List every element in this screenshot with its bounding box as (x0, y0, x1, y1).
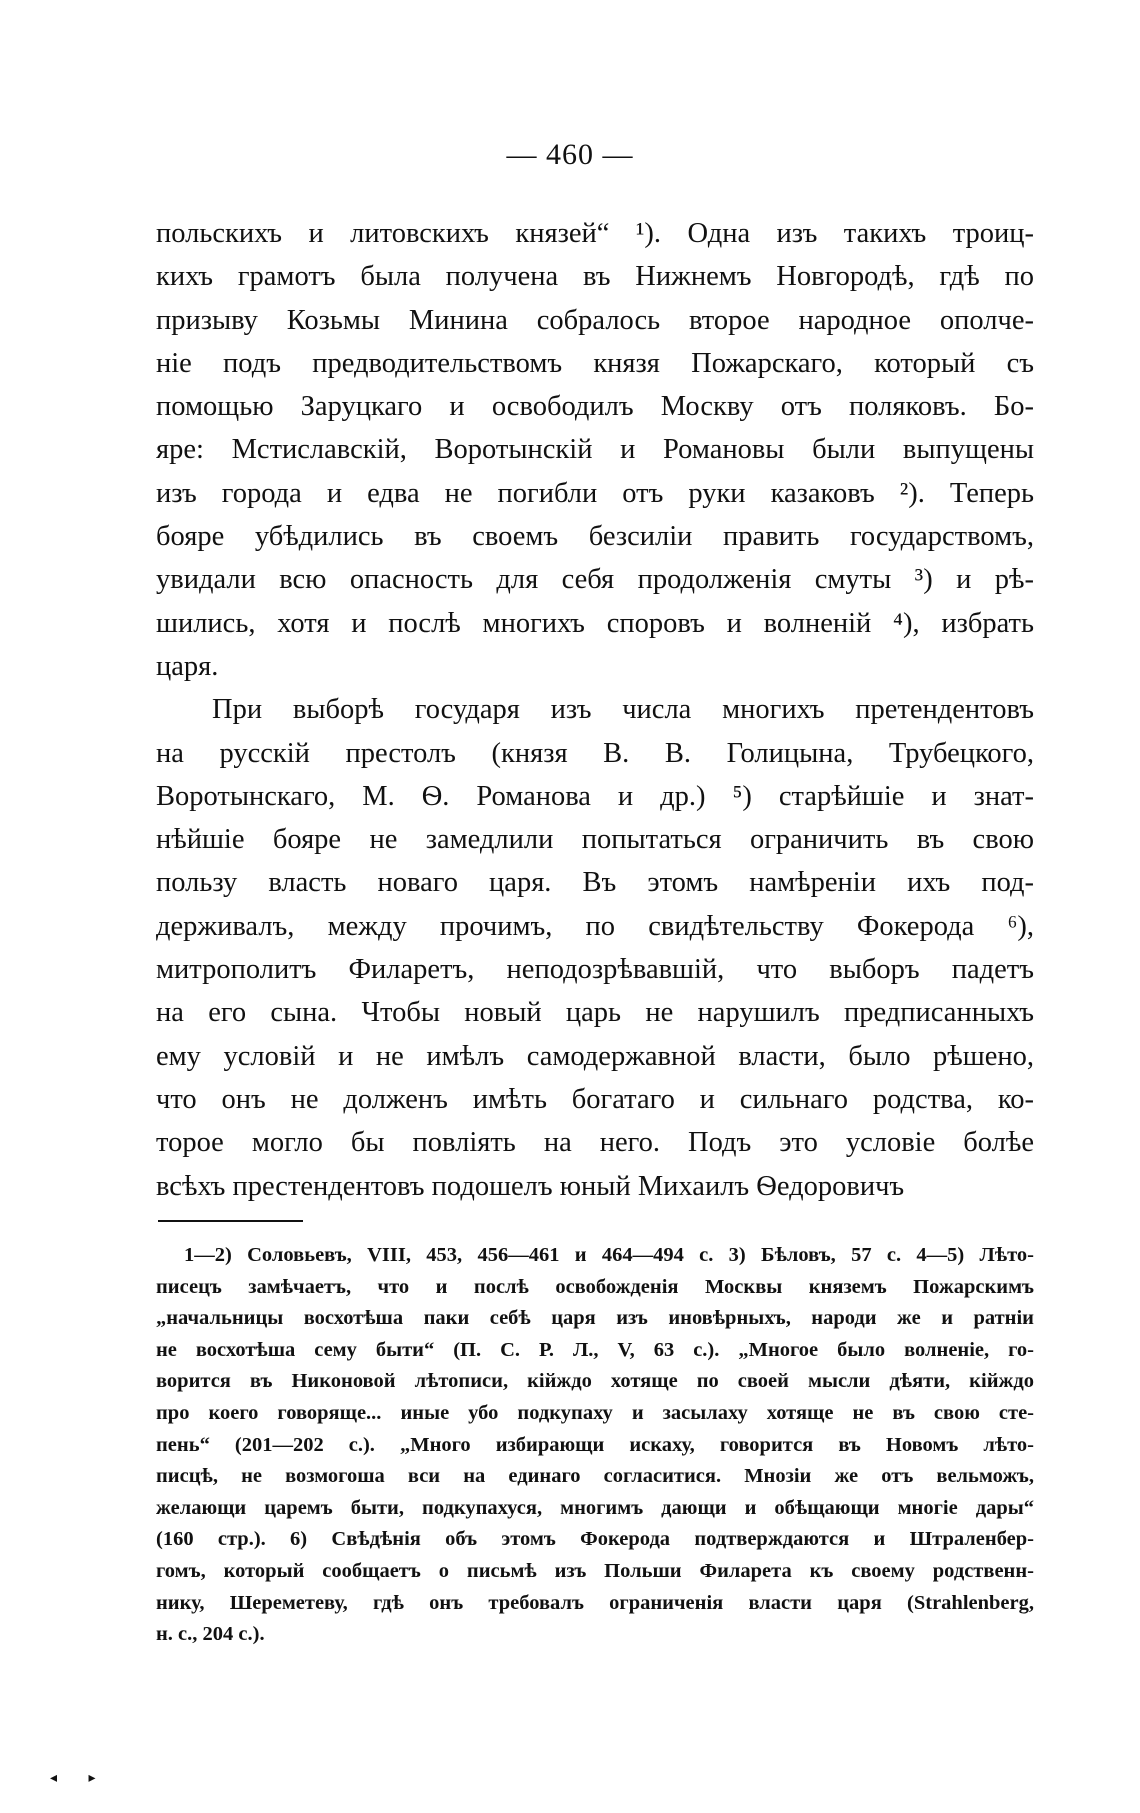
text-line: увидали всю опасность для себя продолженія смуты ³) и рѣ- (156, 564, 1034, 596)
main-text (156, 212, 1034, 1208)
footnote-line: (160 стр.). 6) Свѣдѣнія объ этомъ Фокерода подтверждаются и Штраленбер- (156, 1528, 1034, 1551)
text-line: бояре убѣдились въ своемъ безсиліи править государствомъ, (156, 521, 1034, 553)
text-line: царя. (156, 650, 219, 682)
text-line: пользу власть новаго царя. Въ этомъ намѣреніи ихъ под- (156, 867, 1034, 899)
text-line: яре: Мстиславскій, Воротынскій и Романовы были выпущены (156, 434, 1034, 466)
text-line: торое могло бы повліять на него. Подъ это условіе болѣе (156, 1127, 1034, 1159)
text-line: призыву Козьмы Минина собралось второе народное ополче- (156, 304, 1034, 336)
text-line: всѣхъ престендентовъ подошелъ юный Михаилъ Ѳедоровичъ (156, 1170, 905, 1202)
footnote-line: не восхотѣша сему быти“ (П. С. Р. Л., V, 63 с.). „Многое было волненіе, го- (156, 1338, 1034, 1361)
text-line: держивалъ, между прочимъ, по свидѣтельству Фокерода ⁶), (156, 910, 1034, 942)
text-line: польскихъ и литовскихъ князей“ ¹). Одна изъ такихъ троиц- (156, 218, 1034, 249)
text-line: При выборѣ государя изъ числа многихъ претендентовъ (212, 694, 1034, 726)
text-line: что онъ не долженъ имѣть богатаго и сильнаго родства, ко- (156, 1083, 1034, 1115)
text-line: на русскій престолъ (князя В. В. Голицына, Трубецкого, (156, 737, 1034, 769)
text-line: Воротынскаго, М. Ѳ. Романова и др.) ⁵) старѣйшіе и знат- (156, 780, 1034, 812)
text-line: на его сына. Чтобы новый царь не нарушилъ предписанныхъ (156, 997, 1034, 1029)
footnote-line: гомъ, который сообщаетъ о письмѣ изъ Польши Филарета къ своему родственн- (156, 1559, 1034, 1582)
footnote-line: 1—2) Соловьевъ, VIII, 453, 456—461 и 464—494 с. 3) Бѣловъ, 57 с. 4—5) Лѣто- (184, 1244, 1034, 1266)
footnotes (156, 1240, 1034, 1651)
footnote-line: писцѣ, не возмогоша вси на единаго согласитися. Мнозіи же отъ вельможъ, (156, 1465, 1034, 1488)
footnote-divider (158, 1220, 303, 1222)
footnote-line: нику, Шереметеву, гдѣ онъ требовалъ ограниченія власти царя (Strahlenberg, (156, 1591, 1034, 1614)
footnote-line: пень“ (201—202 с.). „Много избирающи искаху, говорится въ Новомъ лѣто- (156, 1433, 1034, 1456)
text-line: митрополитъ Филаретъ, неподозрѣвавшій, что выборъ падетъ (156, 954, 1034, 986)
footnote-line: про коего говоряще... иные убо подкупаху и засылаху хотяще не въ свою сте- (156, 1401, 1034, 1424)
text-line: помощью Заруцкаго и освободилъ Москву отъ поляковъ. Бо- (156, 391, 1034, 423)
footnote-line: „начальницы восхотѣша паки себѣ царя изъ иновѣрныхъ, народи же и ратніи (156, 1307, 1034, 1330)
page-number: — 460 — (506, 138, 634, 171)
text-line: изъ города и едва не погибли отъ руки казаковъ ²). Теперь (156, 477, 1034, 509)
footnote-line: желающи царемъ быти, подкупахуся, многимъ дающи и обѣщающи многіе дары“ (156, 1496, 1034, 1519)
text-line: ему условій и не имѣлъ самодержавной власти, было рѣшено, (156, 1040, 1034, 1072)
footnote-line: н. с., 204 с.). (156, 1623, 265, 1646)
footnote-line: писецъ замѣчаетъ, что и послѣ освобожденія Москвы княземъ Пожарскимъ (156, 1275, 1034, 1298)
footnote-line: ворится въ Никоновой лѣтописи, кійждо хотяще по своей мысли дѣяти, кійждо (156, 1370, 1034, 1393)
text-line: ніе подъ предводительствомъ князя Пожарскаго, который съ (156, 347, 1034, 379)
text-line: кихъ грамотъ была получена въ Нижнемъ Новгородѣ, гдѣ по (156, 261, 1034, 293)
bottom-marks: ◂ ▸ (50, 1771, 110, 1786)
text-line: шились, хотя и послѣ многихъ споровъ и волненій ⁴), избрать (156, 607, 1034, 639)
text-line: нѣйшіе бояре не замедлили попытаться ограничить въ свою (156, 824, 1034, 856)
